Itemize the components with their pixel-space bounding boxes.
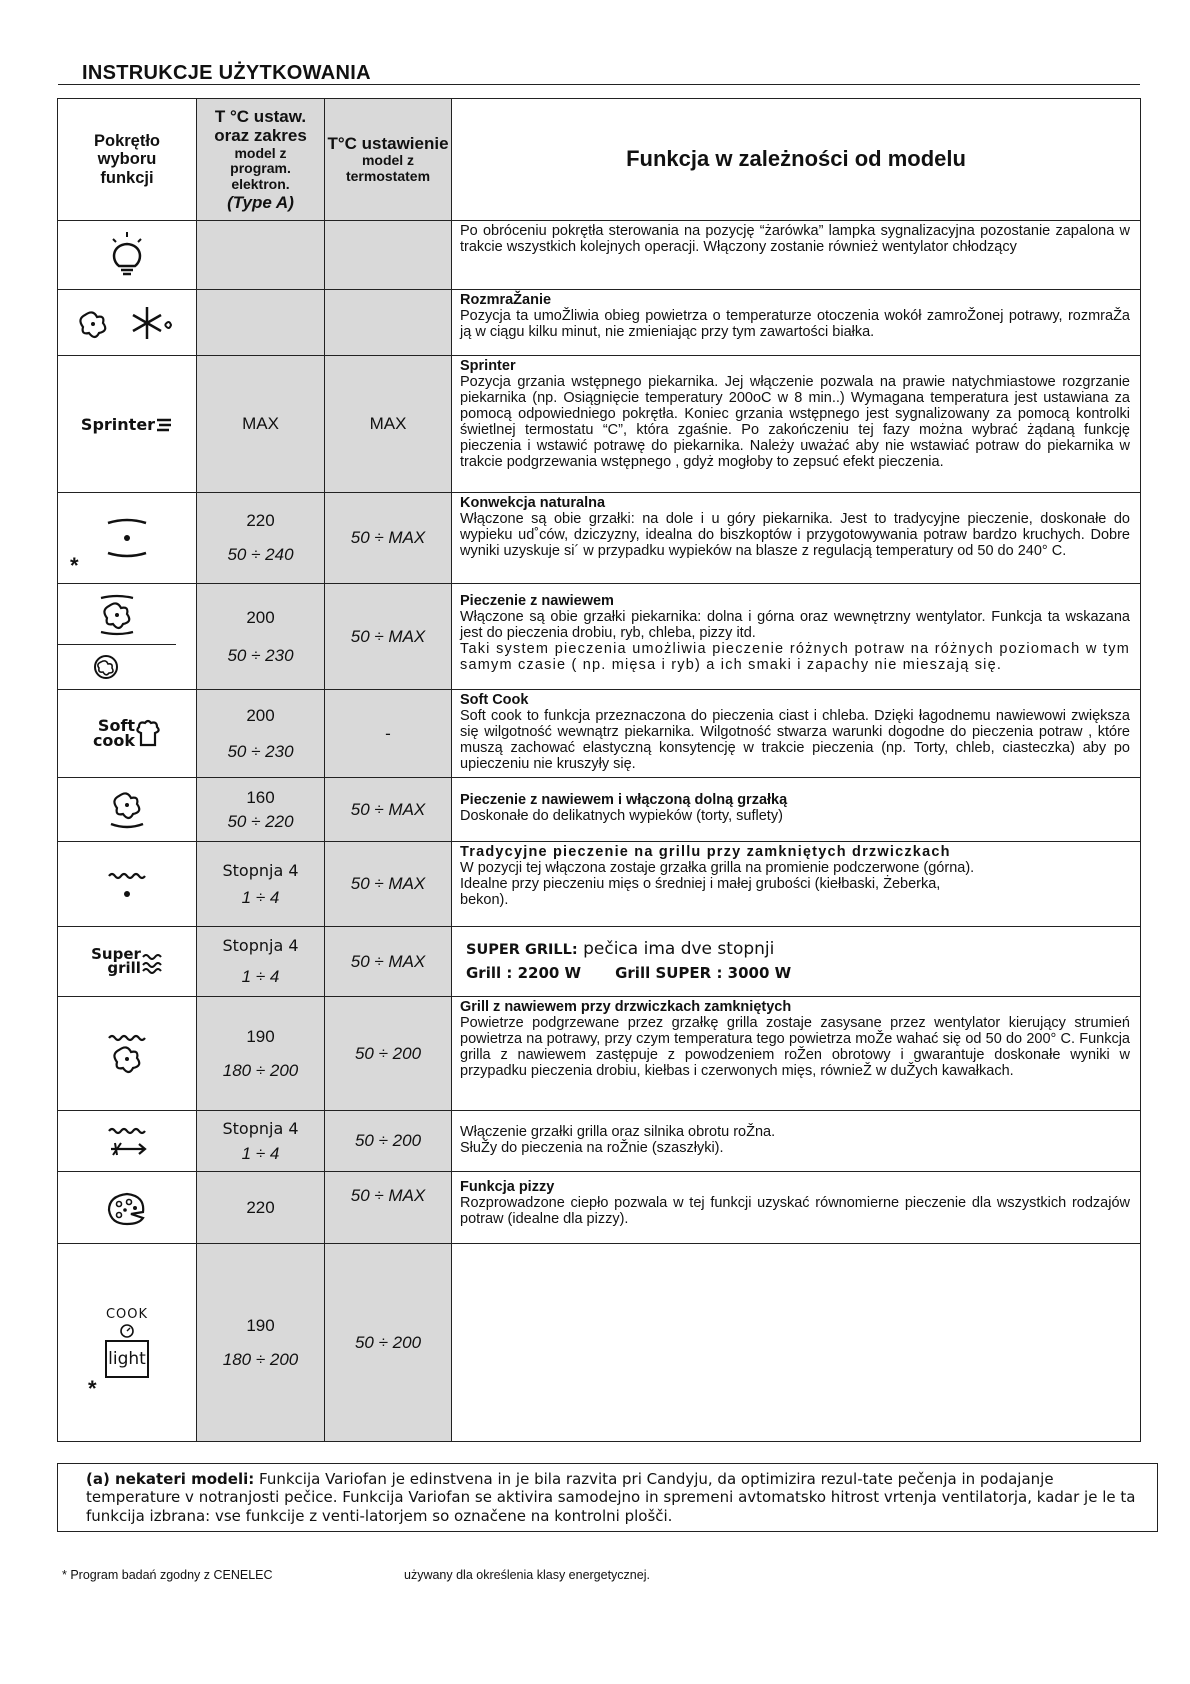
soft-cook-icon: Soft cook xyxy=(58,690,197,778)
table-row xyxy=(58,290,1141,356)
temp-thermostat-cell: 50 ÷ 200 xyxy=(325,1111,452,1172)
description-title: Funkcja pizzy xyxy=(460,1179,555,1195)
cook-light-icon-top: COOK xyxy=(105,1307,149,1322)
rotisserie-icon xyxy=(58,1111,197,1172)
grill-power-1: Grill : 2200 W xyxy=(466,964,582,983)
title-rule xyxy=(58,84,1140,85)
header-temp-electronic-type: (Type A) xyxy=(227,192,294,212)
note-text: Funkcija Variofan je edinstvena in je bila razvita pri Candyju, da optimizira rezul-tate pečenja in podajanje temperature v notranjosti pečice. Funkcija Variofan se aktivira samodejno in spremeni avtomatsko hitrost vrtenja ventilatorja, kadar je le ta funkcija izbrana: vse funkcije z venti-latorjem so označene na kontrolni plošči. xyxy=(86,1470,1136,1525)
header-temp-thermostat xyxy=(325,99,452,221)
sprinter-icon xyxy=(58,356,197,493)
description-text: Rozprowadzone ciepło pozwala w tej funkcji uzyskać równomierne pieczenie dla wszystkich rodzajów potraw (idealne dla pizzy). xyxy=(460,1194,1130,1227)
header-temp-electronic-model: model z program. elektron. xyxy=(230,144,291,192)
table-row xyxy=(58,997,1141,1111)
oven-functions-table xyxy=(57,98,1141,1442)
function-description xyxy=(452,997,1141,1111)
grill-icon xyxy=(58,842,197,927)
description-title: RozmraŽanie xyxy=(460,292,552,308)
temp-thermostat-cell: 50 ÷ MAX xyxy=(325,927,452,997)
description-text: Włączenie grzałki grilla oraz silnika obrotu roŽna. xyxy=(460,1123,776,1140)
header-knob: Pokrętło wyboru funkcji xyxy=(58,99,197,221)
temp-thermostat-cell: MAX xyxy=(325,356,452,493)
description-title: Pieczenie z nawiewem i włączoną dolną grzałką xyxy=(460,792,788,809)
footnote-left: * Program badań zgodny z CENELEC xyxy=(62,1568,273,1582)
temp-thermostat-cell: 50 ÷ MAX xyxy=(325,842,452,927)
temp-electronic-cell: Stopnja 4 1 ÷ 4 xyxy=(197,1111,325,1172)
temp-thermostat-cell xyxy=(325,290,452,356)
function-description xyxy=(452,356,1141,493)
description-text-2: SłuŽy do pieczenia na roŽnie (szaszłyki). xyxy=(460,1139,724,1156)
description-title: Pieczenie z nawiewem xyxy=(460,593,614,609)
table-header-row xyxy=(58,99,1141,221)
table-row xyxy=(58,927,1141,997)
description-text: Soft cook to funkcja przeznaczona do pieczenia ciast i chleba. Dzięki łagodnemu nawiewowi zwiększa się wilgotność wewnątrz piekarnika. Wilgotność stwarza warunki dogodne do pieczenia potraw , które muszą zachować elastyczną konsytencję w trakcie pieczenia (np. Torty, chleb, ciasteczka) aby po upieczeniu nie kruszyły się. xyxy=(460,707,1130,772)
description-text: pečica ima dve stopnji xyxy=(583,939,775,960)
super-grill-icon: Super grill xyxy=(58,927,197,997)
description-text: Pozycja grzania wstępnego piekarnika. Jej włączenie pozwala na prawie natychmiastowe rozgrzanie piekarnika (np. Osiągnięcie temperatury 200oC w 8 min..) Wymagana temperatura jest ustawiana za pomocą odpowiedniego pokrętła. Koniec grzania wstępnego jest sygnalizowany za pomocą kontrolki świetlnej termostatu “C”, która zgaśnie. Po zakończeniu tej fazy można wybrać żądaną funkcję pieczenia i wstawić potrawę do piekarnika. Należy uważać aby nie wstawiać potraw do piekarnika w trakcie podgrzewania wstępnego , gdyż mogłoby to zepsuć efekt pieczenia. xyxy=(460,373,1130,470)
description-title: Soft Cook xyxy=(460,692,529,708)
cook-light-icon xyxy=(58,1244,197,1442)
description-title: Sprinter xyxy=(460,358,516,374)
description-title: SUPER GRILL: xyxy=(466,942,578,959)
footnote-right: używany dla określenia klasy energetycznej. xyxy=(404,1568,650,1582)
header-temp-electronic xyxy=(197,99,325,221)
table-row xyxy=(58,1111,1141,1172)
function-description xyxy=(452,584,1141,690)
temp-electronic-cell: Stopnja 4 1 ÷ 4 xyxy=(197,927,325,997)
description-text-2: Taki system pieczenia umożliwia pieczenie różnych potraw na różnych poziomach w tym samym czasie ( np. mięsa i ryb) a ich smaki i zapachy nie mieszają się. xyxy=(460,640,1130,673)
table-row xyxy=(58,1172,1141,1244)
function-description xyxy=(452,842,1141,927)
temp-electronic-cell: 220 xyxy=(197,1172,325,1244)
description-title: Tradycyjne pieczenie na grillu przy zamkniętych drzwiczkach xyxy=(460,844,951,860)
description-text: Włączone są obie grzałki piekarnika: dolna i górna oraz wewnętrzny wentylator. Funkcja ta wskazana jest do pieczenia drobiu, ryb, chleba, pizzy itd. xyxy=(460,608,1130,641)
temp-electronic-cell: 160 50 ÷ 220 xyxy=(197,778,325,842)
conventional-icon xyxy=(58,493,197,584)
table-row xyxy=(58,221,1141,290)
table-row xyxy=(58,584,1141,690)
sprinter-icon-label: Sprinter xyxy=(80,414,156,434)
temp-electronic-cell: Stopnja 4 1 ÷ 4 xyxy=(197,842,325,927)
temp-electronic-cell: 200 50 ÷ 230 xyxy=(197,584,325,690)
description-text: Pozycja ta umoŽliwia obieg powietrza o temperaturze otoczenia wokół zamroŽonej potrawy, rozmraŽa ją w ciągu kilku minut, nie zmieniając przy tym zawartości białka. xyxy=(460,307,1130,340)
function-description xyxy=(452,221,1141,290)
function-description xyxy=(452,690,1141,778)
asterisk-mark: * xyxy=(70,553,79,578)
temp-electronic-cell: 190 180 ÷ 200 xyxy=(197,997,325,1111)
temp-electronic-cell xyxy=(197,290,325,356)
description-text: Włączone są obie grzałki: na dole i u góry piekarnika. Jest to tradycyjne pieczenie, doskonałe do wypieku ud˚ców, dziczyzny, idealna do biszkoptów i przygotowywania potraw bardzo kruchych. Dobre wyniki uzyskuje si´ w przypadku wypieków na blasze z regulacją temperatury od 50 do 240° C. xyxy=(460,510,1130,559)
description-title: Grill z nawiewem przy drzwiczkach zamkniętych xyxy=(460,999,792,1015)
temp-thermostat-cell: 50 ÷ MAX xyxy=(325,584,452,690)
temp-electronic-cell: 190 180 ÷ 200 xyxy=(197,1244,325,1442)
page-title: INSTRUKCJE UŻYTKOWANIA xyxy=(82,62,371,84)
fan-heat-icon xyxy=(58,584,197,690)
defrost-icon xyxy=(58,290,197,356)
temp-electronic-cell xyxy=(197,221,325,290)
temp-electronic-cell: MAX xyxy=(197,356,325,493)
temp-thermostat-cell: 50 ÷ MAX xyxy=(325,1172,452,1244)
temp-thermostat-cell: - xyxy=(325,690,452,778)
temp-thermostat-cell: 50 ÷ MAX xyxy=(325,778,452,842)
temp-thermostat-cell: 50 ÷ 200 xyxy=(325,997,452,1111)
header-temp-thermostat-label: T°C ustawienie xyxy=(327,134,449,154)
table-row xyxy=(58,842,1141,927)
table-row xyxy=(58,356,1141,493)
description-title: Konwekcja naturalna xyxy=(460,495,606,511)
header-temp-thermostat-model: model z termostatem xyxy=(345,152,431,185)
fan-grill-icon xyxy=(58,997,197,1111)
table-row xyxy=(58,690,1141,778)
function-description xyxy=(452,1244,1141,1442)
cook-light-icon-label: light xyxy=(105,1340,149,1378)
temp-thermostat-cell: 50 ÷ MAX xyxy=(325,493,452,584)
header-temp-electronic-label: T °C ustaw. oraz zakres xyxy=(214,107,307,146)
lamp-icon xyxy=(58,221,197,290)
function-description xyxy=(452,927,1141,997)
description-text: Doskonałe do delikatnych wypieków (torty, suflety) xyxy=(460,808,783,824)
description-text: Po obróceniu pokrętła sterowania na pozycję “żarówka” lampka sygnalizacyjna pozostanie zapalona w trakcie wszystkich kolejnych operacji. Włączony zostanie również wentylator chłodzący xyxy=(460,223,1130,255)
fan-bottom-icon xyxy=(58,778,197,842)
asterisk-mark: * xyxy=(88,1376,97,1401)
grill-power-2: Grill SUPER : 3000 W xyxy=(615,964,792,983)
table-row xyxy=(58,493,1141,584)
temp-electronic-cell: 220 50 ÷ 240 xyxy=(197,493,325,584)
function-description xyxy=(452,290,1141,356)
function-description xyxy=(452,493,1141,584)
header-function: Funkcja w zależności od modelu xyxy=(452,99,1141,221)
function-description xyxy=(452,1172,1141,1244)
note-label: (a) nekateri modeli: xyxy=(86,1470,255,1488)
description-text: W pozycji tej włączona zostaje grzałka grilla na promienie podczerwone (górna). Idealne przy pieczeniu mięs o średniej i małej grubości (kiełbaski, Żeberka, bekon). xyxy=(460,859,975,908)
table-row xyxy=(58,1244,1141,1442)
pizza-icon xyxy=(58,1172,197,1244)
function-description xyxy=(452,778,1141,842)
temp-thermostat-cell xyxy=(325,221,452,290)
temp-thermostat-cell: 50 ÷ 200 xyxy=(325,1244,452,1442)
function-description xyxy=(452,1111,1141,1172)
fan-heat-alt-icon xyxy=(58,645,196,689)
temp-electronic-cell: 200 50 ÷ 230 xyxy=(197,690,325,778)
variofan-note xyxy=(57,1463,1158,1532)
description-text: Powietrze podgrzewane przez grzałkę grilla zostaje zasysane przez wentylator kierujący strumień powietrza na potrawy, przy czym temperatura tego powietrza moŽe wahać się od 50 do 200° C. Funkcja grilla z nawiewem zastępuje z powodzeniem roŽen obrotowy i gwarantuje doskonałe wyniki w przypadku pieczenia drobiu, kiełbas i czerwonych mięs, równieŽ w duŽych kawałkach. xyxy=(460,1014,1130,1079)
table-row xyxy=(58,778,1141,842)
